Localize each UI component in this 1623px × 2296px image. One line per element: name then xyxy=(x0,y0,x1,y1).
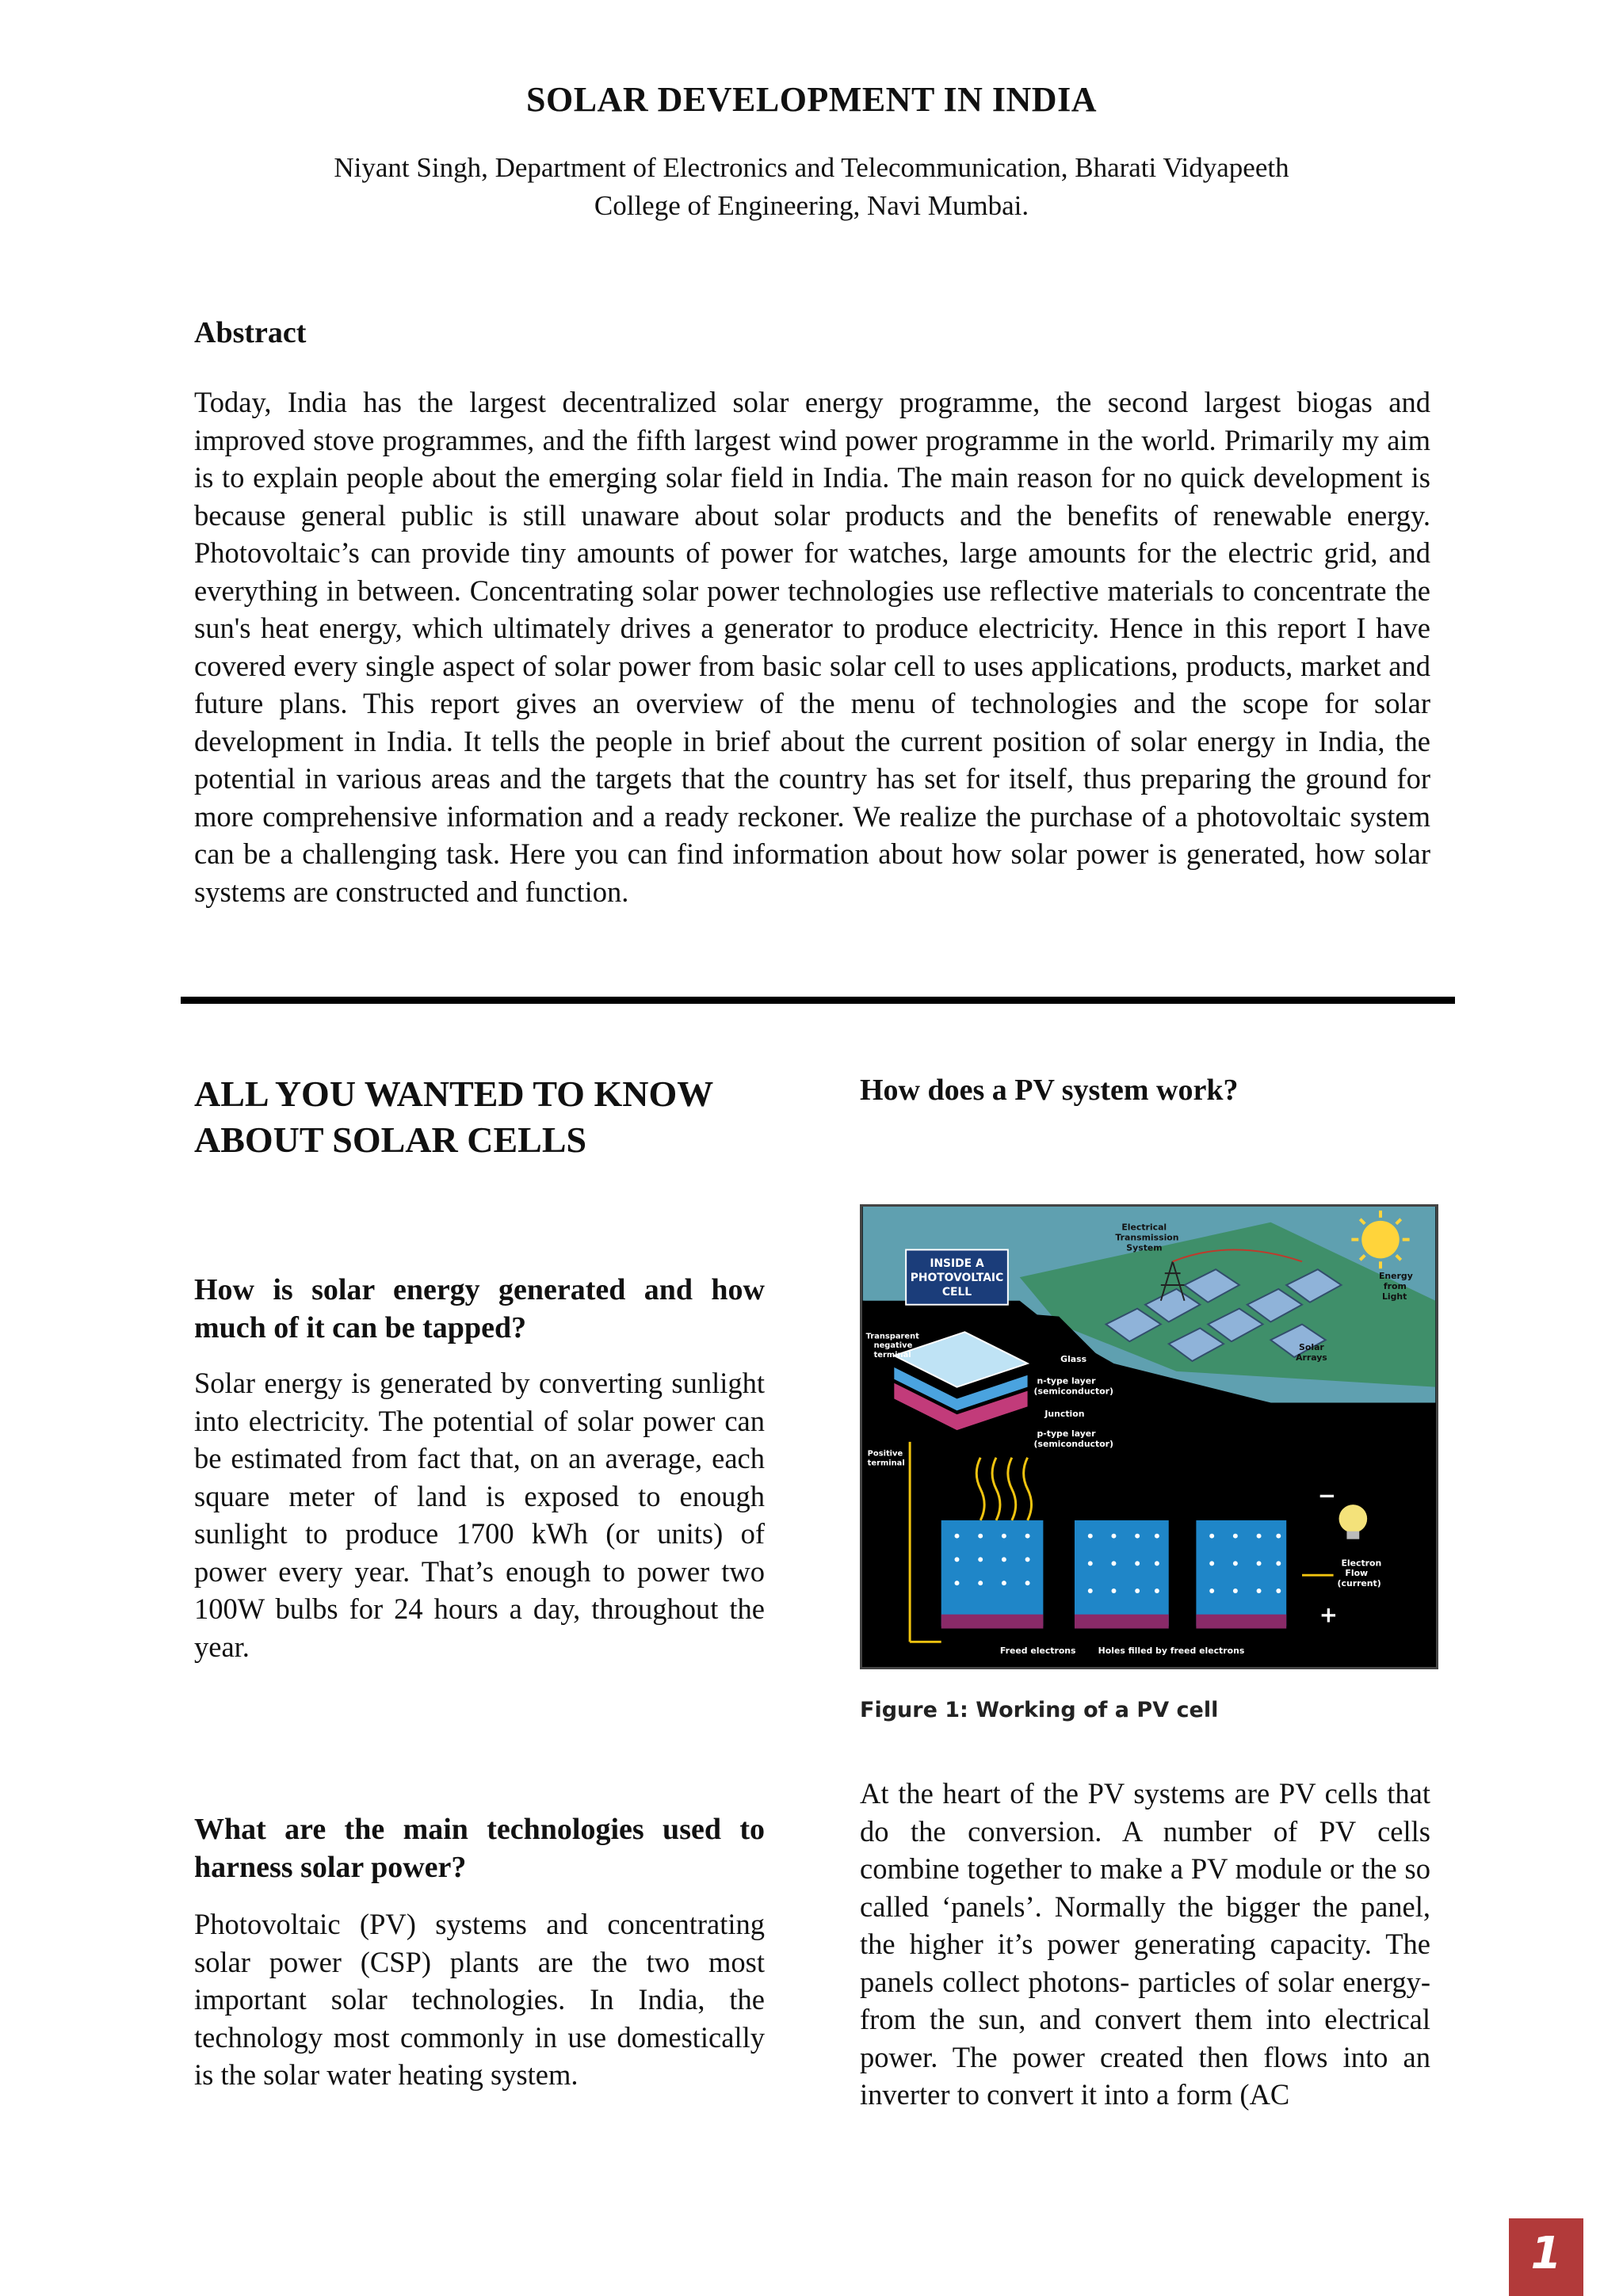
section-divider xyxy=(181,997,1455,1004)
label-energy-light-3: Light xyxy=(1381,1291,1407,1302)
plus-sign: + xyxy=(1319,1601,1338,1628)
inside-cell-title-line1: INSIDE A xyxy=(930,1257,984,1271)
label-p-type-1: p-type layer xyxy=(1037,1428,1096,1440)
question-heading-generation: How is solar energy generated and how much of it can be tapped? xyxy=(194,1273,765,1344)
label-energy-light-1: Energy xyxy=(1379,1271,1413,1282)
pv-cell-diagram xyxy=(862,1207,1436,1667)
label-solar-arrays-1: Solar xyxy=(1299,1342,1324,1353)
abstract-text: Today, India has the largest decentralized solar energy programme, the second largest biogas and improved stove programmes, and the fifth largest wind power programme in the world. Primarily my aim is to explain people about the emerging solar field in India. The main reason for no quick development is because general public is still unaware about solar products and the benefits of renewable energy. Photovoltaic’s can provide tiny amounts of power for watches, large amounts for the electric grid, and everything in between. Concentrating solar power technologies use reflective materials to concentrate the sun's heat energy, which ultimately drives a generator to produce electricity. Hence in this report I have covered every single aspect of solar power from basic solar cell to uses applications, products, market and future plans. This report gives an overview of the menu of technologies and the scope for solar development in India. It tells the people in brief about the current position of solar energy in India, the potential in various areas and the targets that the country has set for itself, thus preparing the ground for more comprehensive information and a ready reckoner. We realize the purchase of a photovoltaic system can be a challenging task. Here you can find information about how solar power is generated, how solar systems are constructed and function. xyxy=(194,386,1430,908)
label-transparent-1: Transparent xyxy=(865,1332,919,1341)
label-transparent-3: terminal xyxy=(873,1351,911,1360)
light-bulb-base xyxy=(1346,1531,1359,1539)
label-transmission-3: System xyxy=(1126,1242,1163,1253)
label-electron-flow-2: Flow xyxy=(1345,1568,1369,1579)
label-transparent-2: negative xyxy=(873,1341,913,1351)
question-heading-technologies: What are the main technologies used to harness solar power? xyxy=(194,1813,765,1884)
label-positive-2: terminal xyxy=(867,1459,905,1468)
label-n-type-1: n-type layer xyxy=(1037,1375,1096,1386)
page-number-underline xyxy=(1509,2292,1583,2294)
pv-system-heading: How does a PV system work? xyxy=(860,1074,1239,1107)
label-positive-1: Positive xyxy=(867,1449,903,1459)
page-number-badge: 1 xyxy=(1509,2218,1583,2296)
label-energy-light-2: from xyxy=(1383,1280,1407,1291)
label-junction: Junction xyxy=(1044,1409,1085,1420)
pv-cell-figure xyxy=(860,1204,1438,1669)
label-freed-electrons: Freed electrons xyxy=(999,1646,1076,1657)
author-line-2: College of Engineering, Navi Mumbai. xyxy=(594,190,1029,221)
page-title: SOLAR DEVELOPMENT IN INDIA xyxy=(526,80,1097,119)
section-title: ALL YOU WANTED TO KNOW ABOUT SOLAR CELLS xyxy=(194,1074,713,1160)
inside-cell-title-line3: CELL xyxy=(941,1285,972,1299)
label-p-type-2: (semiconductor) xyxy=(1033,1438,1114,1449)
label-holes-filled: Holes filled by freed electrons xyxy=(1098,1646,1245,1657)
paragraph-technologies: Photovoltaic (PV) systems and concentrating solar power (CSP) plants are the two most important solar technologies. In India, the technology most commonly in use domestically is the solar water heating system. xyxy=(194,1908,765,2091)
author-affiliation xyxy=(158,149,1465,225)
minus-sign: − xyxy=(1317,1482,1337,1509)
label-electron-flow-3: (current) xyxy=(1337,1578,1381,1589)
author-line-1: Niyant Singh, Department of Electronics and Telecommunication, Bharati Vidyapeeth xyxy=(334,152,1289,183)
sun-icon xyxy=(1361,1221,1400,1259)
label-transmission-1: Electrical xyxy=(1121,1222,1167,1233)
light-bulb-icon xyxy=(1339,1505,1368,1533)
pv-system-body: At the heart of the PV systems are PV cells that do the conversion. A number of PV cells combine together to make a PV module or the so called ‘panels’. Normally the bigger the panel, the higher it’s power generating capacity. The panels collect photons- particles of solar energy- from the sun, and convert them into electrical power. The power created then flows into an inverter to convert it into a form (AC xyxy=(860,1777,1430,2111)
label-n-type-2: (semiconductor) xyxy=(1033,1386,1114,1397)
label-glass: Glass xyxy=(1060,1353,1087,1364)
label-solar-arrays-2: Arrays xyxy=(1296,1352,1327,1363)
label-electron-flow-1: Electron xyxy=(1341,1558,1382,1569)
label-transmission-2: Transmission xyxy=(1115,1232,1179,1243)
abstract-heading: Abstract xyxy=(194,316,307,349)
paragraph-generation: Solar energy is generated by converting sunlight into electricity. The potential of solar power can be estimated from fact that, on an average, each square meter of land is exposed to enough sunlight to produce 1700 kWh (or units) of power every year. That’s enough to power two 100W bulbs for 24 hours a day, throughout the year. xyxy=(194,1367,765,1663)
inside-cell-title-line2: PHOTOVOLTAIC xyxy=(910,1272,1004,1285)
figure-caption: Figure 1: Working of a PV cell xyxy=(860,1698,1219,1722)
